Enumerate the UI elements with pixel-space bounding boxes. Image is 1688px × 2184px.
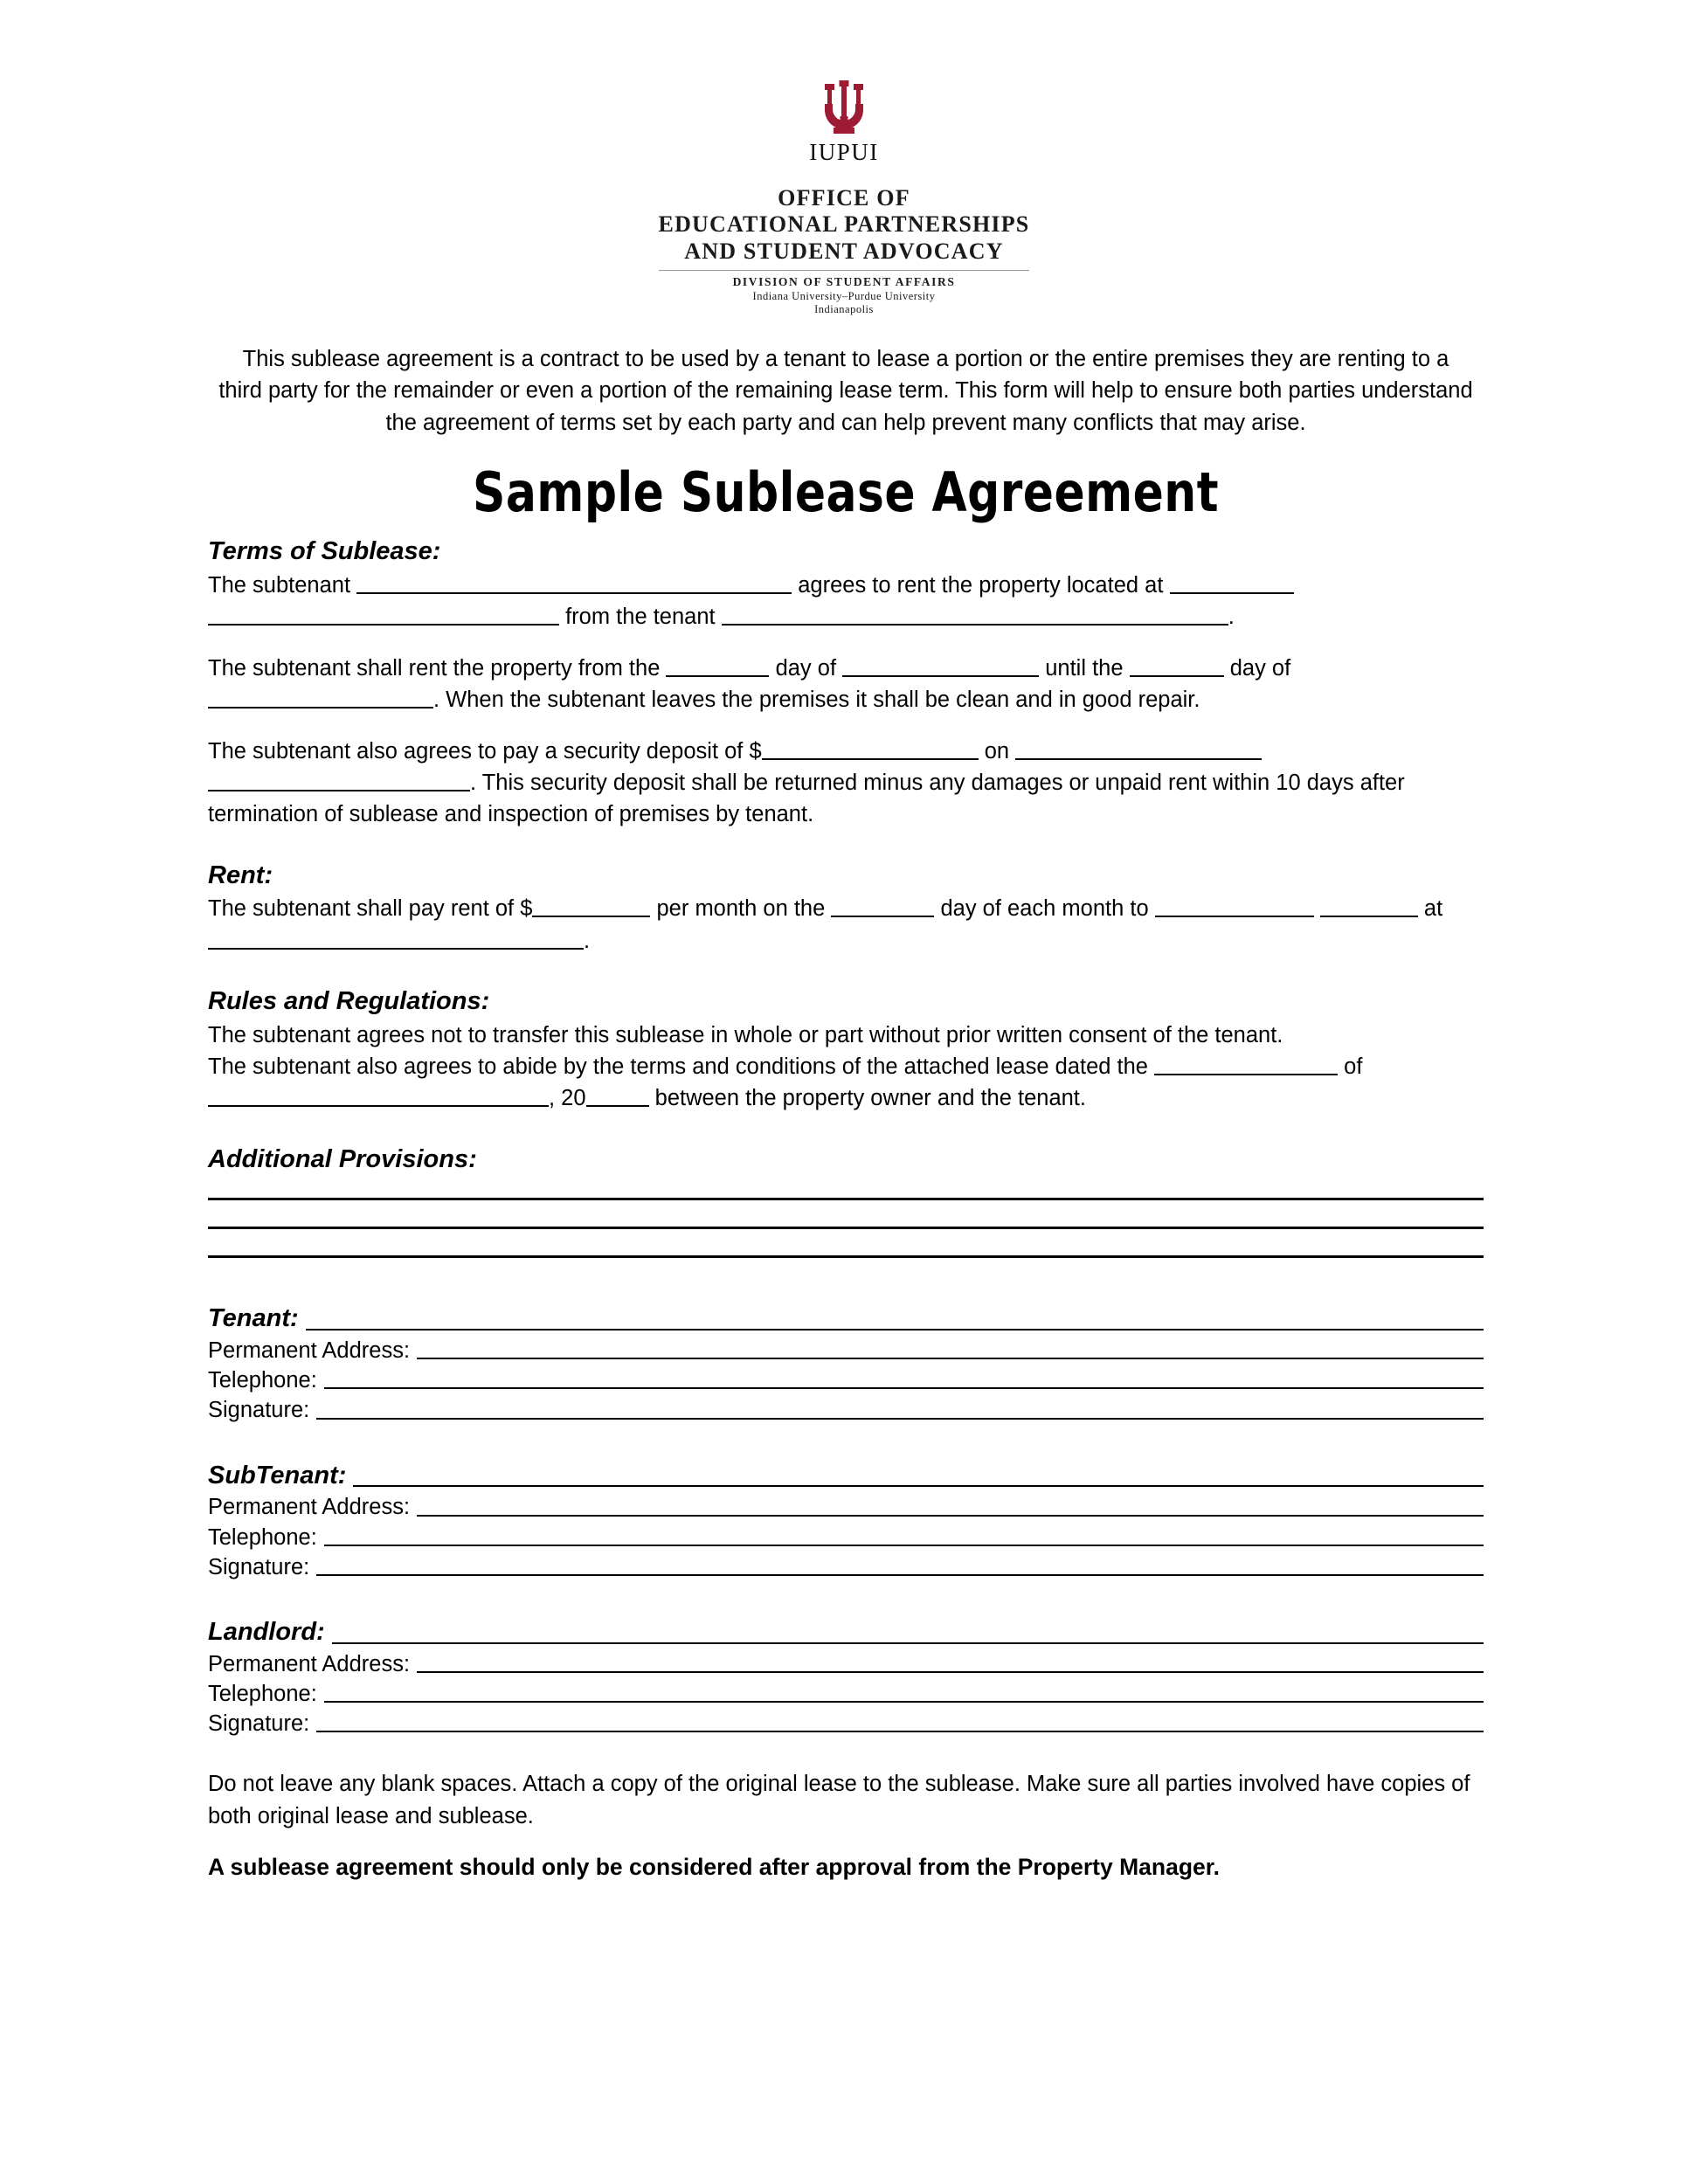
rules-p2-text-d: between the property owner and the tenant.: [654, 1086, 1086, 1111]
office-line-1: OFFICE OF: [778, 184, 910, 211]
blank-rent-payee-1[interactable]: [1155, 895, 1314, 917]
subtenant-telephone-field[interactable]: [324, 1545, 1484, 1546]
terms-paragraph-3: [208, 736, 1484, 831]
tenant-signature-label: Signature:: [208, 1398, 310, 1423]
tenant-address-row: [208, 1336, 1484, 1365]
signature-block-tenant: [208, 1302, 1484, 1425]
landlord-address-row: [208, 1649, 1484, 1679]
subtenant-address-row: [208, 1492, 1484, 1522]
landlord-name-row: [208, 1615, 1484, 1649]
rent-paragraph-1: [208, 893, 1484, 957]
blank-deposit-date-2[interactable]: [208, 770, 470, 791]
subtenant-heading: SubTenant:: [208, 1461, 347, 1489]
subtenant-signature-row: [208, 1552, 1484, 1582]
rules-p2-text-a: The subtenant also agrees to abide by the terms and conditions of the attached lease dated the: [208, 1054, 1148, 1079]
blank-security-deposit-amount[interactable]: [762, 737, 979, 759]
landlord-heading: Landlord:: [208, 1617, 325, 1646]
tenant-heading: Tenant:: [208, 1304, 299, 1333]
terms-p3-text-b: on: [984, 738, 1010, 764]
subtenant-signature-label: Signature:: [208, 1554, 310, 1579]
iupui-wordmark: IUPUI: [809, 139, 879, 165]
blank-lease-month[interactable]: [208, 1085, 549, 1107]
division-line: DIVISION OF STUDENT AFFAIRS: [732, 274, 956, 288]
section-heading-rules: Rules and Regulations:: [208, 987, 490, 1016]
blank-property-address-1[interactable]: [1170, 571, 1294, 593]
office-line-2: EDUCATIONAL PARTNERSHIPS: [658, 211, 1030, 238]
subtenant-name-row: [208, 1459, 1484, 1493]
subtenant-address-label: Permanent Address:: [208, 1495, 411, 1520]
signature-block-landlord: [208, 1615, 1484, 1738]
tenant-telephone-field[interactable]: [324, 1387, 1484, 1389]
rent-p1-text-d: at: [1423, 896, 1443, 922]
footer-approval-note: A sublease agreement should only be considered after approval from the Property Manager.: [208, 1854, 1220, 1881]
section-heading-rent: Rent:: [208, 860, 273, 889]
landlord-address-label: Permanent Address:: [208, 1651, 411, 1676]
rent-p1-text-a: The subtenant shall pay rent of $: [208, 896, 533, 922]
tenant-signature-field[interactable]: [316, 1418, 1484, 1420]
additional-provisions-line-1[interactable]: [208, 1198, 1484, 1200]
terms-p2-text-e: . When the subtenant leaves the premises it shall be clean and in good repair.: [433, 688, 1200, 713]
terms-p1-text-a: The subtenant: [208, 572, 351, 598]
blank-rent-payee-2[interactable]: [1320, 895, 1418, 917]
landlord-telephone-field[interactable]: [324, 1701, 1484, 1703]
rules-p2-text-c: , 20: [549, 1086, 586, 1111]
tenant-telephone-row: [208, 1365, 1484, 1395]
terms-p2-text-d: day of: [1229, 655, 1291, 681]
tenant-signature-row: [208, 1395, 1484, 1425]
rent-p1-text-e: .: [584, 928, 591, 953]
tenant-name-field[interactable]: [306, 1329, 1484, 1330]
document-body: [204, 343, 1484, 1883]
tenant-address-label: Permanent Address:: [208, 1338, 411, 1364]
blank-rent-location[interactable]: [208, 927, 584, 949]
terms-p1-text-b: agrees to rent the property located at: [798, 572, 1164, 598]
landlord-telephone-label: Telephone:: [208, 1681, 317, 1706]
blank-deposit-date-1[interactable]: [1015, 737, 1262, 759]
subtenant-telephone-row: [208, 1523, 1484, 1552]
terms-p3-text-a: The subtenant also agrees to pay a security deposit of $: [208, 738, 762, 764]
landlord-signature-label: Signature:: [208, 1711, 310, 1737]
blank-lease-year[interactable]: [586, 1085, 649, 1107]
subtenant-address-field[interactable]: [417, 1515, 1484, 1517]
landlord-signature-field[interactable]: [316, 1731, 1484, 1732]
campus-line-2: Indianapolis: [814, 303, 874, 316]
signature-block-subtenant: [208, 1459, 1484, 1582]
subtenant-telephone-label: Telephone:: [208, 1524, 317, 1550]
landlord-name-field[interactable]: [332, 1642, 1484, 1644]
terms-paragraph-2: [208, 653, 1484, 716]
letterhead-divider: [659, 270, 1030, 271]
tenant-telephone-label: Telephone:: [208, 1368, 317, 1393]
section-heading-additional: Additional Provisions:: [208, 1144, 477, 1173]
terms-p3-text-d: within 10 days after termination of sublease and inspection of premises by tenant.: [208, 770, 1405, 827]
page-title: Sample Sublease Agreement: [473, 460, 1219, 525]
intro-paragraph: This sublease agreement is a contract to be used by a tenant to lease a portion or the entire premises they are renting to a third party for the remainder or even a portion of the remaining lease term. This form will help to ensure both parties understand the agreement of terms set by each party and can help prevent many conflicts that may arise.: [218, 347, 1473, 435]
blank-end-month[interactable]: [208, 687, 433, 708]
blank-lease-day[interactable]: [1154, 1054, 1338, 1075]
footer-note: Do not leave any blank spaces. Attach a copy of the original lease to the sublease. Make sure all parties involved have copies of both original lease and sublease.: [208, 1772, 1470, 1828]
blank-end-day[interactable]: [1130, 654, 1224, 676]
section-heading-terms: Terms of Sublease:: [208, 537, 441, 566]
additional-provisions-line-2[interactable]: [208, 1227, 1484, 1229]
letterhead: [0, 0, 1688, 317]
terms-p1-text-d: .: [1228, 605, 1235, 630]
terms-p1-text-c: from the tenant: [565, 605, 716, 630]
landlord-telephone-row: [208, 1679, 1484, 1709]
office-line-3: AND STUDENT ADVOCACY: [684, 238, 1004, 265]
blank-start-day[interactable]: [666, 654, 769, 676]
blank-property-address-2[interactable]: [208, 604, 559, 625]
landlord-signature-row: [208, 1709, 1484, 1738]
blank-rent-amount[interactable]: [532, 895, 650, 917]
terms-p2-text-c: until the: [1045, 655, 1124, 681]
subtenant-name-field[interactable]: [353, 1485, 1484, 1487]
terms-p2-text-b: day of: [775, 655, 837, 681]
rules-paragraph-2: [208, 1051, 1484, 1115]
terms-p3-text-c: . This security deposit shall be returned minus any damages or unpaid rent: [470, 770, 1207, 795]
rent-p1-text-c: day of each month to: [940, 896, 1149, 922]
tenant-name-row: [208, 1302, 1484, 1336]
landlord-address-field[interactable]: [417, 1671, 1484, 1673]
rent-p1-text-b: per month on the: [656, 896, 826, 922]
blank-rent-day[interactable]: [831, 895, 934, 917]
campus-line-1: Indiana University–Purdue University: [752, 289, 936, 302]
blank-subtenant-name[interactable]: [356, 571, 792, 593]
rules-paragraph-1: The subtenant agrees not to transfer this sublease in whole or part without prior written consent of the tenant.: [208, 1022, 1283, 1047]
office-name-block: [659, 185, 1030, 317]
rules-p2-text-b: of: [1344, 1054, 1363, 1079]
subtenant-signature-field[interactable]: [316, 1574, 1484, 1576]
terms-paragraph-1: [208, 570, 1484, 633]
blank-tenant-name[interactable]: [722, 604, 1228, 625]
iu-trident-icon: [821, 80, 867, 135]
terms-p2-text-a: The subtenant shall rent the property from the: [208, 655, 661, 681]
blank-start-month[interactable]: [842, 654, 1039, 676]
tenant-address-field[interactable]: [417, 1358, 1484, 1359]
